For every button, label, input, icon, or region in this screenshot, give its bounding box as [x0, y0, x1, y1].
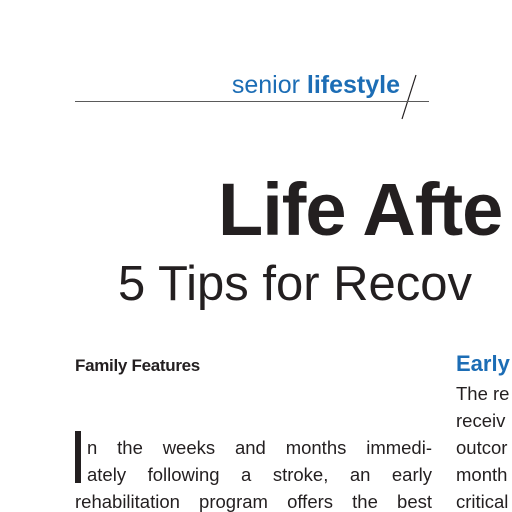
section-subheading: Early	[456, 351, 510, 376]
section-header-light: senior	[231, 71, 300, 99]
section-header	[0, 70, 400, 100]
section-header-bold: lifestyle	[306, 71, 400, 99]
body-line: rehabilitation program offers the best	[75, 491, 432, 512]
article-body-right	[456, 350, 512, 512]
header-rule	[75, 101, 429, 102]
body-line: receiv	[456, 410, 506, 431]
body-line: month	[456, 464, 508, 485]
article-title: Life Afte	[218, 168, 503, 251]
article-body-left	[75, 434, 432, 512]
body-line: The re	[456, 383, 510, 404]
article-subtitle: 5 Tips for Recov	[118, 257, 473, 311]
body-line: ately following a stroke, an early	[87, 464, 432, 485]
body-line: critical	[456, 491, 509, 512]
slash-divider-icon	[400, 74, 418, 120]
body-line: n the weeks and months immedi-	[87, 437, 432, 458]
byline: Family Features	[75, 356, 200, 375]
body-line: outcor	[456, 437, 508, 458]
